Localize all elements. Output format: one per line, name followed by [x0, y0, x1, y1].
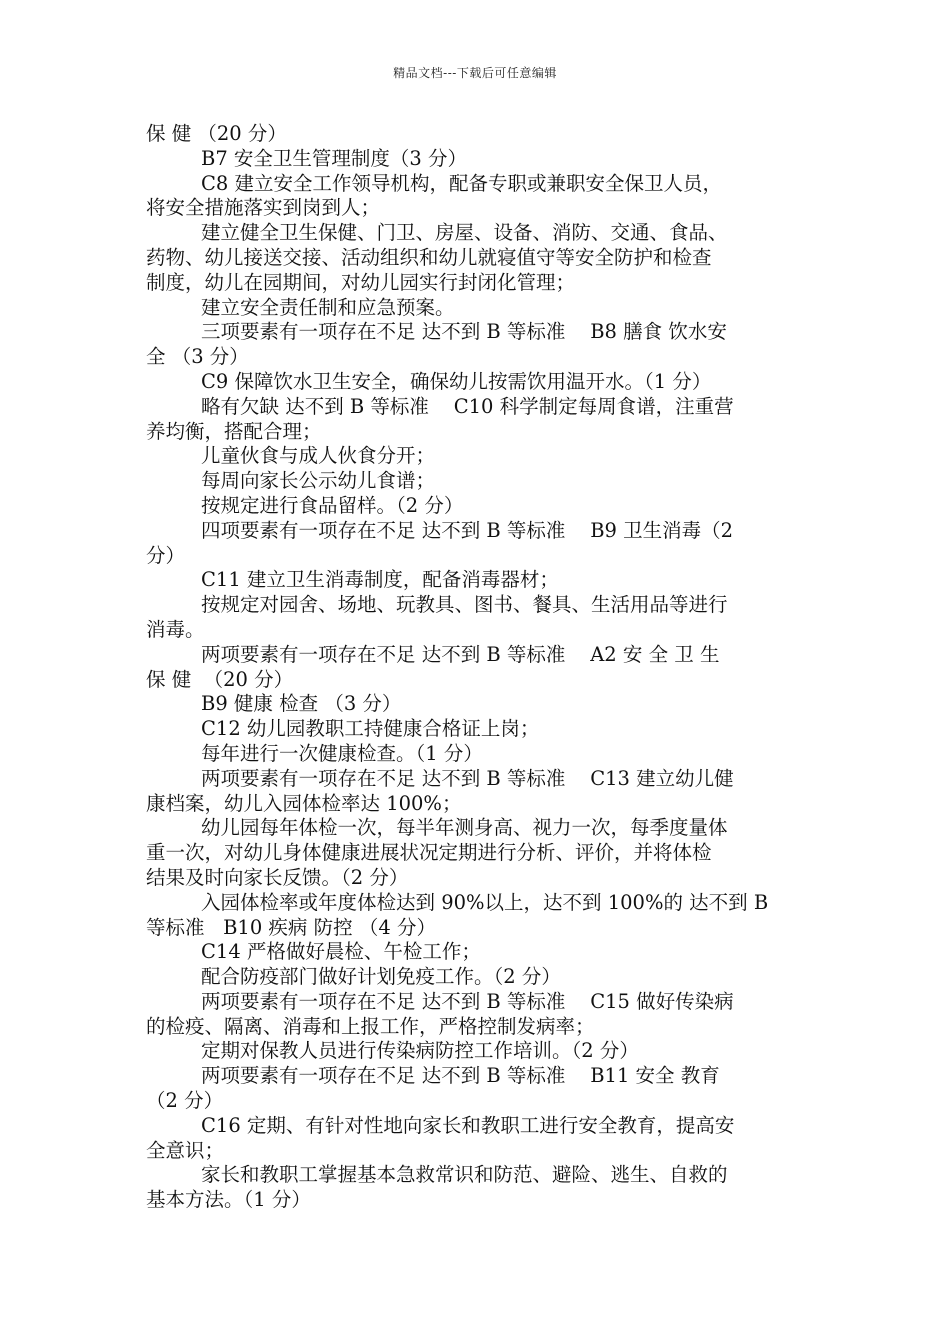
- text-line: 儿童伙食与成人伙食分开；: [201, 444, 436, 468]
- text-line: 定期对保教人员进行传染病防控工作培训。（2 分）: [201, 1039, 639, 1063]
- text-line: 两项要素有一项存在不足 达不到 B 等标准 A2 安 全 卫 生: [201, 642, 720, 666]
- page-header: 精品文档---下载后可任意编辑: [393, 66, 557, 80]
- text-line: 按规定进行食品留样。（2 分）: [201, 493, 464, 517]
- text-line: B7 安全卫生管理制度（3 分）: [201, 146, 468, 170]
- text-line: 两项要素有一项存在不足 达不到 B 等标准 C13 建立幼儿健: [201, 766, 734, 790]
- text-line: 四项要素有一项存在不足 达不到 B 等标准 B9 卫生消毒（2: [201, 518, 734, 542]
- text-line: 三项要素有一项存在不足 达不到 B 等标准 B8 膳食 饮水安: [201, 320, 727, 344]
- text-line: 康档案，幼儿入园体检率达 100%；: [146, 791, 462, 815]
- text-line: 每年进行一次健康检查。（1 分）: [201, 741, 483, 765]
- text-line: 两项要素有一项存在不足 达不到 B 等标准 B11 安全 教育: [201, 1064, 720, 1088]
- text-line: C12 幼儿园教职工持健康合格证上岗；: [201, 717, 540, 741]
- document-body: [146, 122, 808, 1213]
- text-line: 制度，幼儿在园期间，对幼儿园实行封闭化管理；: [146, 270, 576, 294]
- text-line: 将安全措施落实到岗到人；: [146, 196, 381, 220]
- text-line: 保 健 （20 分）: [146, 122, 287, 145]
- text-line: 入园体检率或年度体检达到 90%以上，达不到 100%的 达不到 B: [201, 890, 769, 914]
- text-line: C11 建立卫生消毒制度，配备消毒器材；: [201, 568, 559, 592]
- text-line: B9 健康 检查 （3 分）: [201, 692, 402, 716]
- text-line: 全意识；: [146, 1138, 225, 1162]
- text-line: 全 （3 分）: [146, 345, 249, 369]
- text-line: 建立健全卫生保健、门卫、房屋、设备、消防、交通、食品、: [201, 221, 728, 245]
- text-line: 等标准 B10 疾病 防控 （4 分）: [146, 915, 436, 939]
- text-line: 两项要素有一项存在不足 达不到 B 等标准 C15 做好传染病: [201, 989, 734, 1013]
- text-line: 重一次，对幼儿身体健康进展状况定期进行分析、评价，并将体检: [146, 841, 712, 865]
- text-line: （2 分）: [146, 1089, 224, 1113]
- text-line: C16 定期、有针对性地向家长和教职工进行安全教育，提高安: [201, 1113, 735, 1137]
- text-line: 幼儿园每年体检一次，每半年测身高、视力一次，每季度量体: [201, 816, 728, 840]
- text-line: C9 保障饮水卫生安全，确保幼儿按需饮用温开水。（1 分）: [201, 369, 712, 393]
- text-line: 略有欠缺 达不到 B 等标准 C10 科学制定每周食谱，注重营: [201, 394, 734, 418]
- text-line: 保 健 （20 分）: [146, 667, 294, 691]
- text-line: C14 严格做好晨检、午检工作；: [201, 940, 481, 964]
- text-line: 结果及时向家长反馈。（2 分）: [146, 865, 409, 889]
- text-line: 每周向家长公示幼儿食谱；: [201, 469, 436, 493]
- text-line: 养均衡，搭配合理；: [146, 419, 322, 443]
- text-line: 建立安全责任制和应急预案。: [201, 295, 455, 319]
- text-line: 分）: [146, 543, 186, 567]
- text-line: 的检疫、隔离、消毒和上报工作，严格控制发病率；: [146, 1014, 595, 1038]
- text-line: 配合防疫部门做好计划免疫工作。（2 分）: [201, 965, 561, 989]
- text-line: 药物、幼儿接送交接、活动组织和幼儿就寝值守等安全防护和检查: [146, 245, 712, 269]
- text-line: 按规定对园舍、场地、玩教具、图书、餐具、生活用品等进行: [201, 593, 728, 617]
- text-line: 消毒。: [146, 617, 205, 641]
- text-line: 家长和教职工掌握基本急救常识和防范、避险、逃生、自救的: [201, 1163, 728, 1187]
- text-line: 基本方法。（1 分）: [146, 1188, 311, 1212]
- text-line: C8 建立安全工作领导机构，配备专职或兼职安全保卫人员，: [201, 171, 723, 195]
